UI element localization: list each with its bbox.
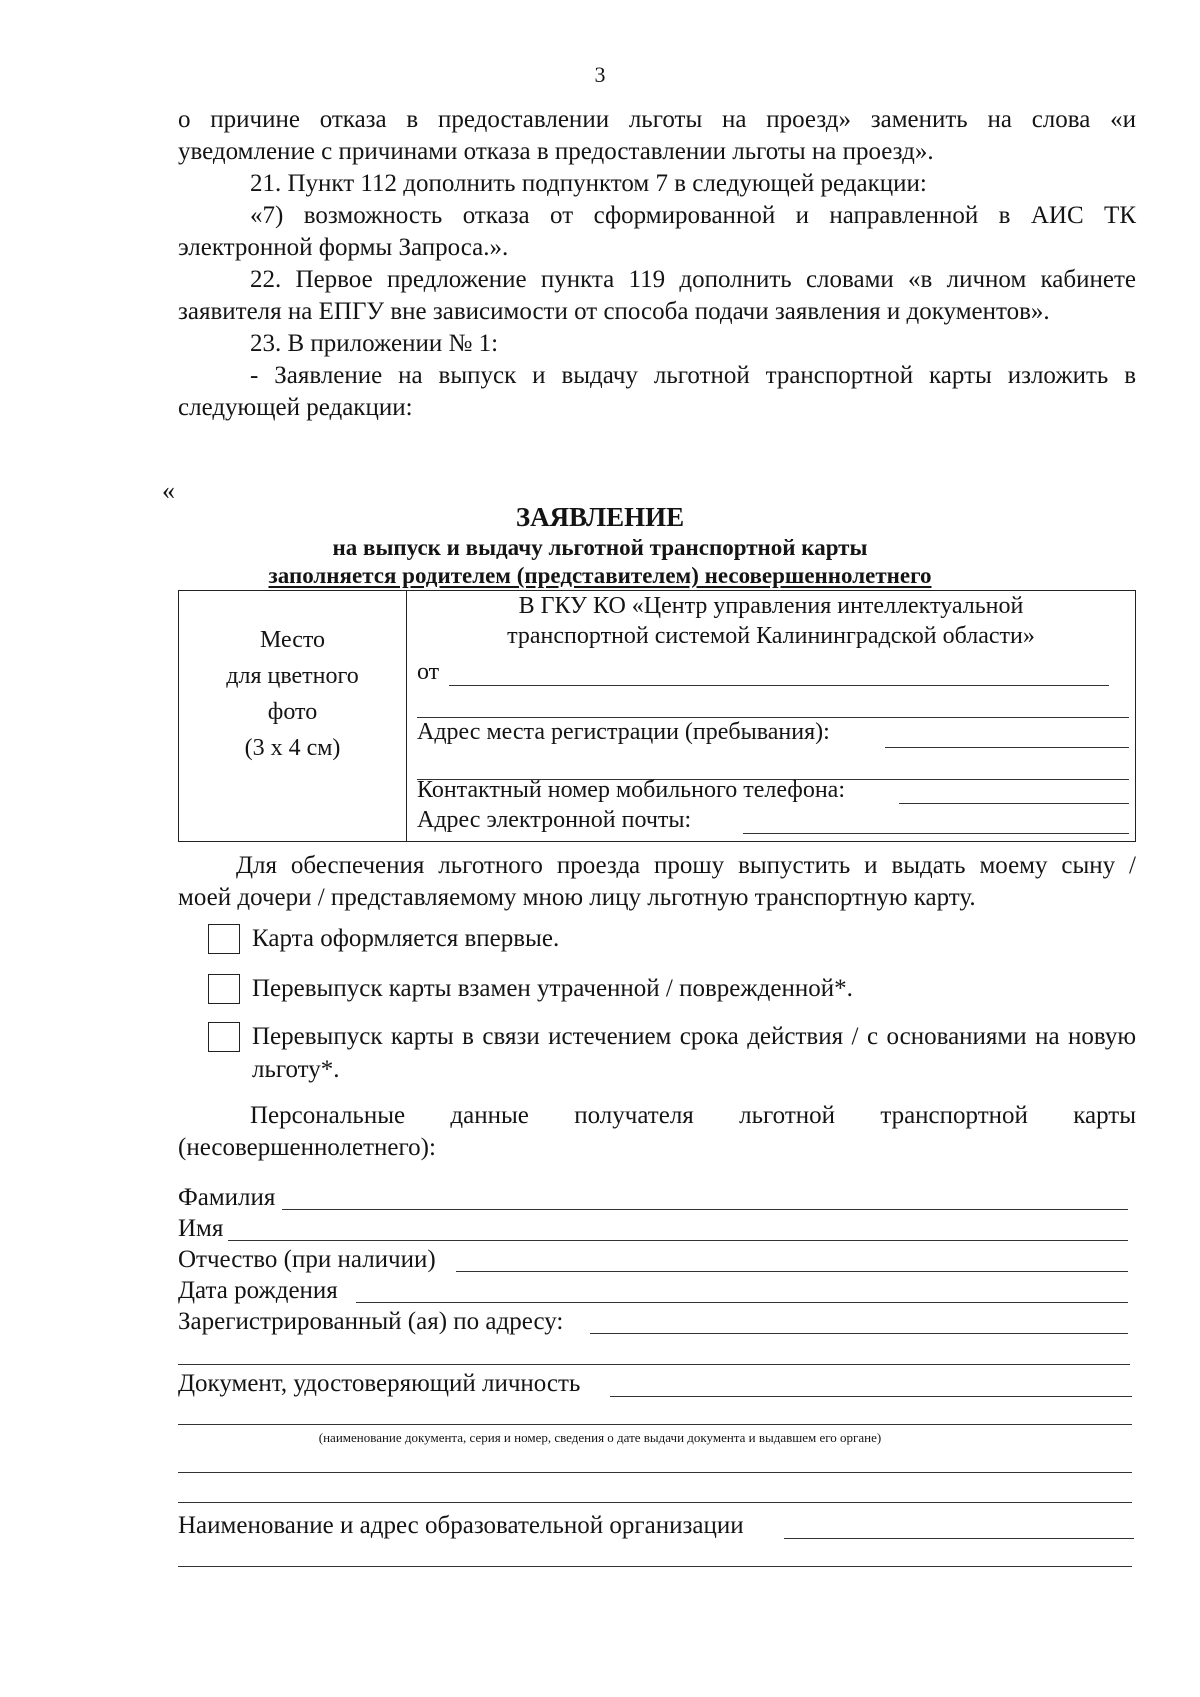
surname-label: Фамилия (178, 1184, 276, 1211)
request-paragraph (178, 850, 1136, 914)
from-input-line[interactable] (449, 685, 1109, 686)
patronymic-input-line[interactable] (456, 1271, 1128, 1272)
option-first-issue-checkbox[interactable] (208, 924, 240, 954)
school-input-line-2[interactable] (178, 1566, 1132, 1567)
identity-doc-input-line-2[interactable] (178, 1424, 1132, 1425)
photo-line-4: (3 x 4 см) (244, 735, 341, 761)
identity-doc-label: Документ, удостоверяющий личность (178, 1370, 581, 1397)
addressee-line-2: транспортной системой Калининградской области» (507, 623, 1035, 649)
intro-line-2: уведомление с причинами отказа в предоставлении льготы на проезд». (178, 138, 934, 165)
item-23-dash: - Заявление на выпуск и выдачу льготной транспортной карты изложить в следующей редакции: (178, 362, 1136, 421)
name-label: Имя (178, 1215, 224, 1242)
personal-data-heading (178, 1100, 1136, 1164)
photo-line-3: фото (267, 699, 318, 725)
registered-address-label: Зарегистрированный (ая) по адресу: (178, 1308, 564, 1335)
name-input-line[interactable] (228, 1240, 1128, 1241)
registered-address-input-line[interactable] (590, 1333, 1128, 1334)
option-reissue-lost-label: Перевыпуск карты взамен утраченной / поврежденной*. (252, 975, 853, 1002)
item-21-quote: «7) возможность отказа от сформированной и направленной в АИС ТК электронной формы Запроса.». (178, 202, 1136, 261)
option-reissue-expired-label: Перевыпуск карты в связи истечением срока действия / с основаниями на новую льготу*. (252, 1023, 1136, 1083)
surname-input-line[interactable] (282, 1209, 1128, 1210)
from-input-line-2[interactable] (417, 717, 1129, 718)
addressee-cell (407, 591, 1135, 841)
identity-doc-input-line[interactable] (610, 1396, 1132, 1397)
school-label: Наименование и адрес образовательной организации (178, 1512, 744, 1539)
option-reissue-lost-checkbox[interactable] (208, 974, 240, 1004)
addressee-line-1: В ГКУ КО «Центр управления интеллектуальной (518, 593, 1024, 619)
from-label: от (417, 659, 440, 685)
email-input-line[interactable] (743, 833, 1129, 834)
opening-quote-mark: « (162, 476, 175, 505)
personal-heading-line-1: Персональные данные получателя льготной транспортной карты (250, 1102, 1136, 1129)
form-subtitle-2 (0, 563, 1200, 589)
option-reissue-expired-checkbox[interactable] (208, 1022, 240, 1052)
photo-line-2: для цветного (226, 663, 359, 689)
personal-heading-line-2: (несовершеннолетнего): (178, 1134, 436, 1161)
intro-text (178, 104, 1136, 424)
item-23: 23. В приложении № 1: (250, 330, 499, 357)
identity-doc-hint: (наименование документа, серия и номер, сведения о дате выдачи документа и выдавшем его органе) (318, 1430, 882, 1445)
form-subtitle-2-text: заполняется родителем (представителем) несовершеннолетнего (268, 563, 932, 588)
phone-label: Контактный номер мобильного телефона: (417, 777, 845, 803)
birthdate-input-line[interactable] (356, 1302, 1128, 1303)
identity-doc-input-line-3[interactable] (178, 1472, 1132, 1473)
identity-doc-input-line-4[interactable] (178, 1502, 1132, 1503)
school-input-line[interactable] (784, 1538, 1134, 1539)
intro-line-1: о причине отказа в предоставлении льготы на проезд» заменить на слова «и (178, 106, 1136, 133)
option-first-issue-label: Карта оформляется впервые. (252, 925, 560, 952)
photo-line-1: Место (259, 627, 326, 653)
page-number: 3 (594, 62, 606, 87)
form-subtitle-1: на выпуск и выдачу льготной транспортной карты (332, 535, 868, 560)
item-22: 22. Первое предложение пункта 119 дополнить словами «в личном кабинете заявителя на ЕПГУ вне зависимости от способа подачи заявления и документов». (178, 266, 1136, 325)
header-table (178, 590, 1136, 842)
birthdate-label: Дата рождения (178, 1277, 338, 1304)
form-title: ЗАЯВЛЕНИЕ (515, 502, 685, 532)
patronymic-label: Отчество (при наличии) (178, 1246, 436, 1273)
registered-address-input-line-2[interactable] (178, 1364, 1130, 1365)
address-input-line[interactable] (885, 747, 1129, 748)
email-label: Адрес электронной почты: (417, 807, 692, 833)
request-line-2: моей дочери / представляемому мною лицу льготную транспортную карту. (178, 884, 976, 911)
phone-input-line[interactable] (899, 803, 1129, 804)
address-label: Адрес места регистрации (пребывания): (417, 719, 830, 745)
request-line-1: Для обеспечения льготного проезда прошу выпустить и выдать моему сыну / (236, 852, 1136, 879)
item-21: 21. Пункт 112 дополнить подпунктом 7 в следующей редакции: (250, 170, 927, 197)
photo-placeholder (179, 591, 407, 841)
